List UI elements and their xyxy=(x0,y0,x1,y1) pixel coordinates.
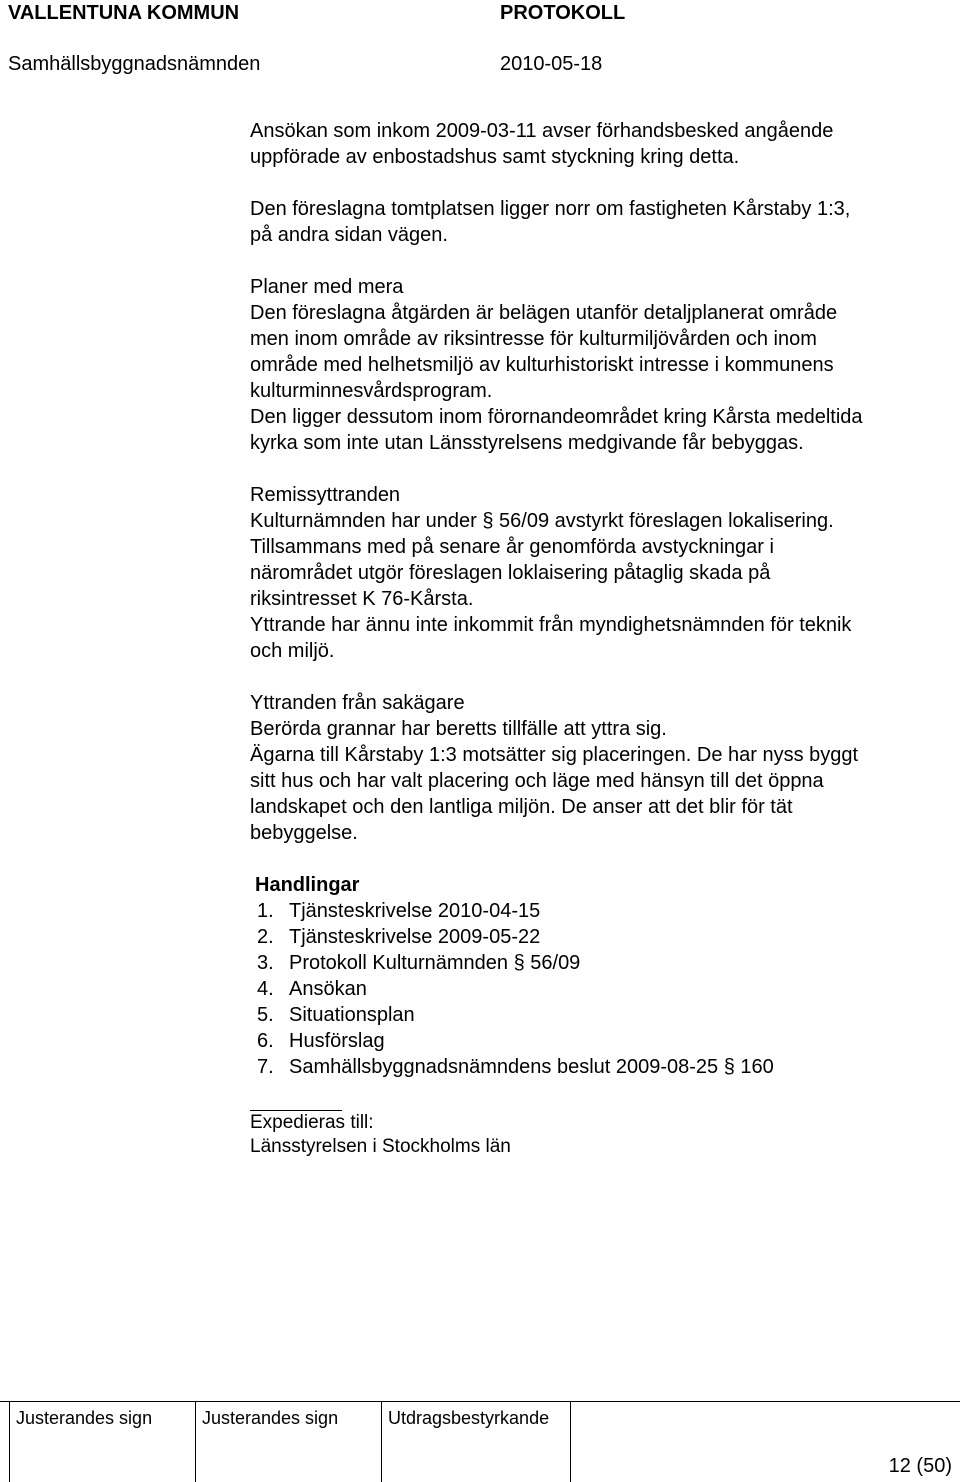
list-number: 5. xyxy=(257,1004,274,1026)
section-sign: § xyxy=(482,510,494,532)
list-text: Samhällsbyggnadsnämndens beslut 2009-08-25 xyxy=(289,1056,724,1078)
section-planer xyxy=(250,274,950,456)
footer-divider xyxy=(570,1401,571,1482)
footer-divider xyxy=(9,1401,10,1482)
document-body xyxy=(250,118,950,1159)
text-line: Ansökan som inkom 2009-03-11 avser förhandsbesked angående xyxy=(250,120,834,142)
list-number: 2. xyxy=(257,926,274,948)
text-line: riksintresset K 76-Kårsta. xyxy=(250,588,474,610)
text-line: kulturminnesvårdsprogram. xyxy=(250,380,493,402)
section-sakagare xyxy=(250,690,950,846)
section-title-planer: Planer med mera xyxy=(250,276,404,298)
list-item xyxy=(257,950,950,976)
section-sign: § xyxy=(723,1056,735,1078)
expedieras-block xyxy=(250,1111,950,1159)
list-item xyxy=(257,898,950,924)
section-title-remiss: Remissyttranden xyxy=(250,484,401,506)
section-title-sakagare: Yttranden från sakägare xyxy=(250,692,465,714)
list-text-tail: 56/09 xyxy=(524,952,581,974)
text-line: kyrka som inte utan Länsstyrelsens medgivande får bebyggas. xyxy=(250,432,804,454)
section-remissyttranden xyxy=(250,482,950,664)
text-line: och miljö. xyxy=(250,640,335,662)
list-item xyxy=(257,976,950,1002)
list-text: Tjänsteskrivelse 2009-05-22 xyxy=(289,926,541,948)
section-sign: § xyxy=(513,952,525,974)
list-number: 4. xyxy=(257,978,274,1000)
text-line: Den föreslagna åtgärden är belägen utanför detaljplanerat område xyxy=(250,302,838,324)
board-name: Samhällsbyggnadsnämnden xyxy=(8,53,261,75)
text-line: landskapet och den lantliga miljön. De anser att det blir för tät xyxy=(250,796,793,818)
list-number: 1. xyxy=(257,900,274,922)
list-text: Ansökan xyxy=(289,978,367,1000)
signature-footer xyxy=(0,1401,960,1482)
section-title-handlingar: Handlingar xyxy=(255,874,360,896)
section-handlingar xyxy=(250,872,950,1080)
meeting-date: 2010-05-18 xyxy=(500,53,603,75)
page-number: 12 (50) xyxy=(888,1455,952,1477)
justerandes-sign-2: Justerandes sign xyxy=(202,1408,339,1428)
footer-top-border xyxy=(0,1401,960,1402)
text-line: men inom område av riksintresse för kulturmiljövården och inom xyxy=(250,328,817,350)
handlingar-list xyxy=(250,898,950,1080)
text-line: på andra sidan vägen. xyxy=(250,224,448,246)
list-text-tail: 160 xyxy=(734,1056,774,1078)
text-line: uppförade av enbostadshus samt styckning kring detta. xyxy=(250,146,740,168)
list-text: Husförslag xyxy=(289,1030,385,1052)
utdragsbestyrkande: Utdragsbestyrkande xyxy=(388,1408,550,1428)
paragraph-location xyxy=(250,196,950,248)
expedieras-label: Expedieras till: xyxy=(250,1112,374,1133)
text-line: närområdet utgör föreslagen loklaisering påtaglig skada på xyxy=(250,562,771,584)
text-fragment: 56/09 avstyrkt föreslagen lokalisering. xyxy=(493,510,834,532)
expedieras-recipient: Länsstyrelsen i Stockholms län xyxy=(250,1136,511,1157)
list-text: Situationsplan xyxy=(289,1004,415,1026)
footer-divider xyxy=(381,1401,382,1482)
text-line: Ägarna till Kårstaby 1:3 motsätter sig placeringen. De har nyss byggt xyxy=(250,744,859,766)
list-item xyxy=(257,1002,950,1028)
paragraph-application xyxy=(250,118,950,170)
text-line: Tillsammans med på senare år genomförda avstyckningar i xyxy=(250,536,774,558)
list-text: Protokoll Kulturnämnden xyxy=(289,952,514,974)
justerandes-sign-1: Justerandes sign xyxy=(16,1408,153,1428)
list-item xyxy=(257,1028,950,1054)
footer-divider xyxy=(195,1401,196,1482)
list-number: 3. xyxy=(257,952,274,974)
text-line: Yttrande har ännu inte inkommit från myndighetsnämnden för teknik xyxy=(250,614,852,636)
text-line: område med helhetsmiljö av kulturhistoriskt intresse i kommunens xyxy=(250,354,834,376)
list-number: 6. xyxy=(257,1030,274,1052)
list-number: 7. xyxy=(257,1056,274,1078)
text-line: Berörda grannar har beretts tillfälle att yttra sig. xyxy=(250,718,667,740)
text-line: Den ligger dessutom inom förornandeområdet kring Kårsta medeltida xyxy=(250,406,863,428)
document-type: PROTOKOLL xyxy=(500,2,626,24)
text-line: bebyggelse. xyxy=(250,822,358,844)
text-line xyxy=(250,508,950,534)
text-line: sitt hus och har valt placering och läge med hänsyn till det öppna xyxy=(250,770,824,792)
list-item xyxy=(257,1054,950,1080)
text-line: Den föreslagna tomtplatsen ligger norr om fastigheten Kårstaby 1:3, xyxy=(250,198,851,220)
text-fragment: Kulturnämnden har under xyxy=(250,510,483,532)
list-text: Tjänsteskrivelse 2010-04-15 xyxy=(289,900,541,922)
org-name: VALLENTUNA KOMMUN xyxy=(8,2,240,24)
list-item xyxy=(257,924,950,950)
